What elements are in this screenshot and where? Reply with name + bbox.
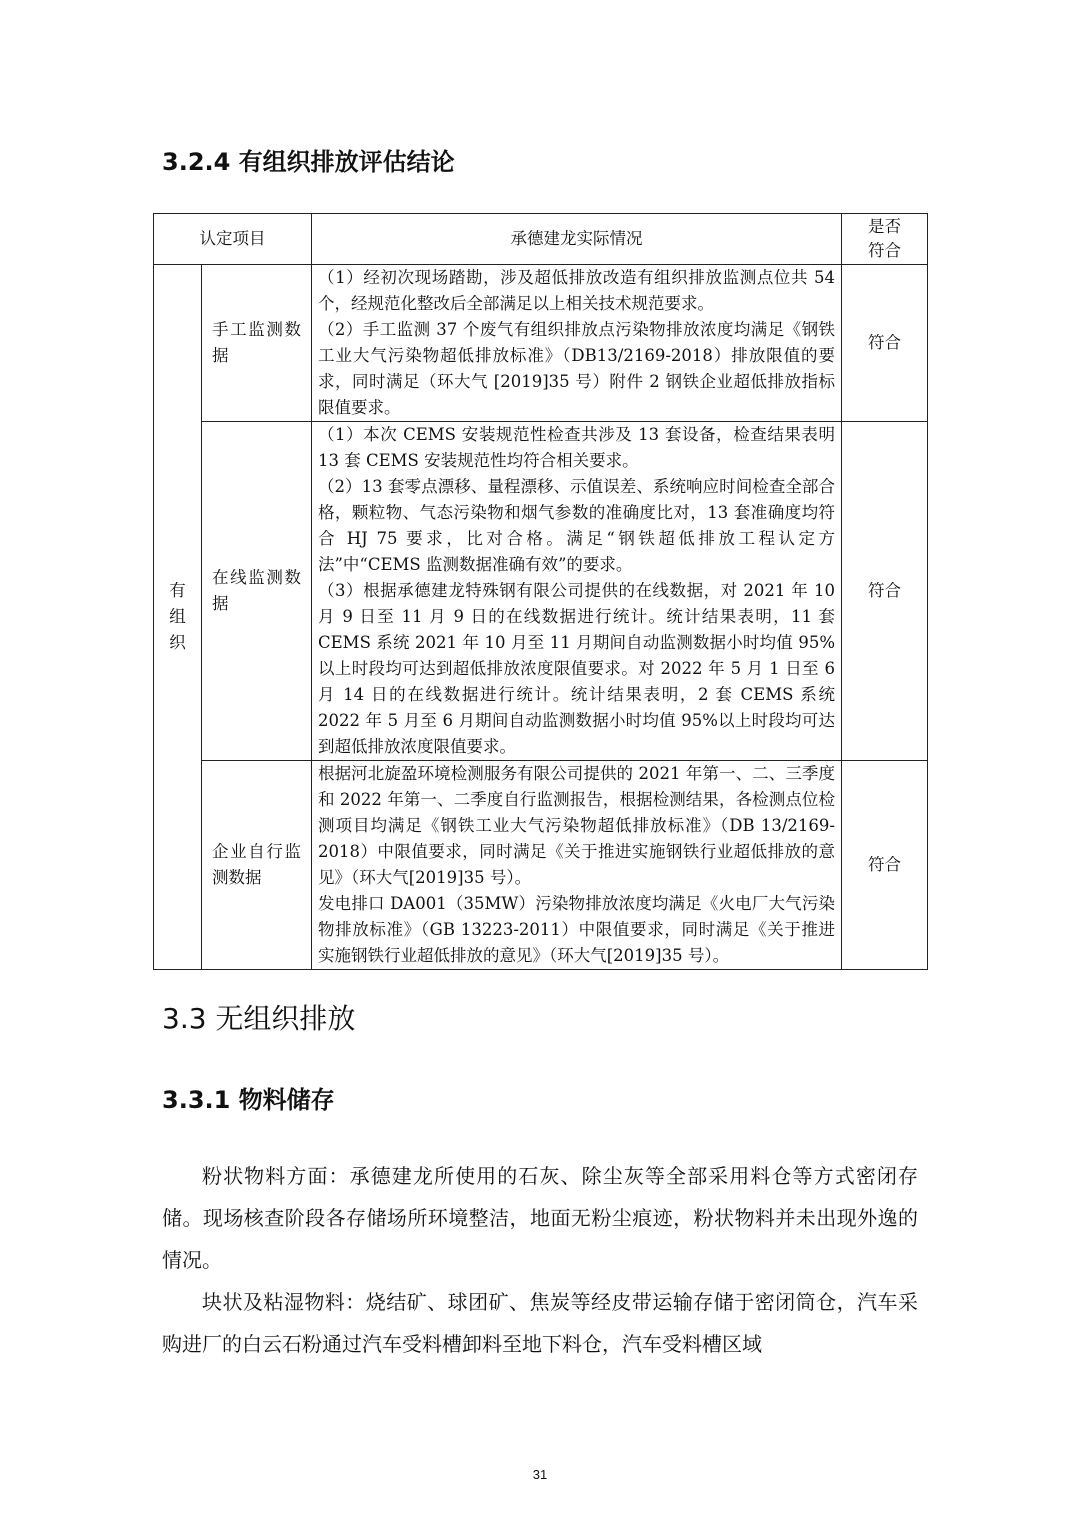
section-heading-3-3: 3.3 无组织排放: [162, 1002, 356, 1035]
table-row: [154, 761, 928, 970]
table-row: [154, 422, 928, 761]
category-char: 有: [169, 581, 186, 600]
item-cell: [202, 422, 312, 761]
item-label: 手工监测数据: [212, 320, 301, 365]
section-heading-3-3-1: 3.3.1 物料储存: [162, 1086, 335, 1114]
result-cell: 符合: [842, 422, 928, 761]
assessment-table: [153, 213, 928, 970]
content-cell: [312, 265, 842, 422]
item-label: 在线监测数据: [212, 568, 301, 613]
category-cell: [154, 265, 202, 970]
content-paragraph: （3）根据承德建龙特殊钢有限公司提供的在线数据，对 2021 年 10 月 9 日至 11 月 9 日的在线数据进行统计。统计结果表明，11 套 CEMS 系统 2021 年 10 月至 11 月期间自动监测数据小时均值 95%以上时段均可达到超低排放浓度限值要求。对 2022 年 5 月 1 日至 6 月 14 日的在线数据进行统计。统计结果表明，2 套 CEMS 系统 2022 年 5 月至 6 月期间自动监测数据小时均值 95%以上时段均可达到超低排放浓度限值要求。: [318, 581, 835, 756]
category-char: 织: [169, 633, 186, 652]
content-paragraph: （1）本次 CEMS 安装规范性检查共涉及 13 套设备，检查结果表明 13 套 CEMS 安装规范性均符合相关要求。: [318, 425, 835, 470]
category-char: 组: [169, 607, 186, 626]
header-situation: 承德建龙实际情况: [312, 214, 842, 265]
section-heading-3-2-4: 3.2.4 有组织排放评估结论: [162, 148, 455, 176]
result-cell: 符合: [842, 761, 928, 970]
header-result-line1: 是否: [868, 217, 901, 236]
body-paragraph: 粉状物料方面：承德建龙所使用的石灰、除尘灰等全部采用料仓等方式密闭存储。现场核查阶段各存储场所环境整洁，地面无粉尘痕迹，粉状物料并未出现外逸的情况。: [162, 1164, 918, 1272]
content-paragraph: 根据河北旋盈环境检测服务有限公司提供的 2021 年第一、二、三季度和 2022 年第一、二季度自行监测报告，根据检测结果，各检测点位检测项目均满足《钢铁工业大气污染物超低排放标准》（DB 13/2169-2018）中限值要求，同时满足《关于推进实施钢铁行业超低排放的意见》（环大气[2019]35 号）。: [318, 764, 835, 887]
table-header-row: [154, 214, 928, 265]
content-paragraph: （1）经初次现场踏勘，涉及超低排放改造有组织排放监测点位共 54 个，经规范化整改后全部满足以上相关技术规范要求。: [318, 268, 835, 313]
content-paragraph: （2）手工监测 37 个废气有组织排放点污染物排放浓度均满足《钢铁工业大气污染物超低排放标准》（DB13/2169-2018）排放限值的要求，同时满足（环大气 [2019]35 号）附件 2 钢铁企业超低排放指标限值要求。: [318, 320, 835, 417]
page-number: 31: [532, 1467, 548, 1482]
table-row: [154, 265, 928, 422]
item-cell: [202, 761, 312, 970]
result-cell: 符合: [842, 265, 928, 422]
header-result-line2: 符合: [868, 241, 901, 260]
content-paragraph: （2）13 套零点漂移、量程漂移、示值误差、系统响应时间检查全部合格，颗粒物、气态污染物和烟气参数的准确度比对，13 套准确度均符合 HJ 75 要求，比对合格。满足“钢铁超低排放工程认定方法”中“CEMS 监测数据准确有效”的要求。: [318, 477, 835, 574]
header-result: [842, 214, 928, 265]
header-item: 认定项目: [154, 214, 312, 265]
content-paragraph: 发电排口 DA001（35MW）污染物排放浓度均满足《火电厂大气污染物排放标准》（GB 13223-2011）中限值要求，同时满足《关于推进实施钢铁行业超低排放的意见》（环大气[2019]35 号）。: [318, 894, 835, 965]
item-cell: [202, 265, 312, 422]
item-label: 企业自行监测数据: [212, 842, 301, 887]
content-cell: [312, 422, 842, 761]
content-cell: [312, 761, 842, 970]
body-paragraph: 块状及粘湿物料：烧结矿、球团矿、焦炭等经皮带运输存储于密闭筒仓，汽车采购进厂的白云石粉通过汽车受料槽卸料至地下料仓，汽车受料槽区域: [162, 1290, 918, 1356]
